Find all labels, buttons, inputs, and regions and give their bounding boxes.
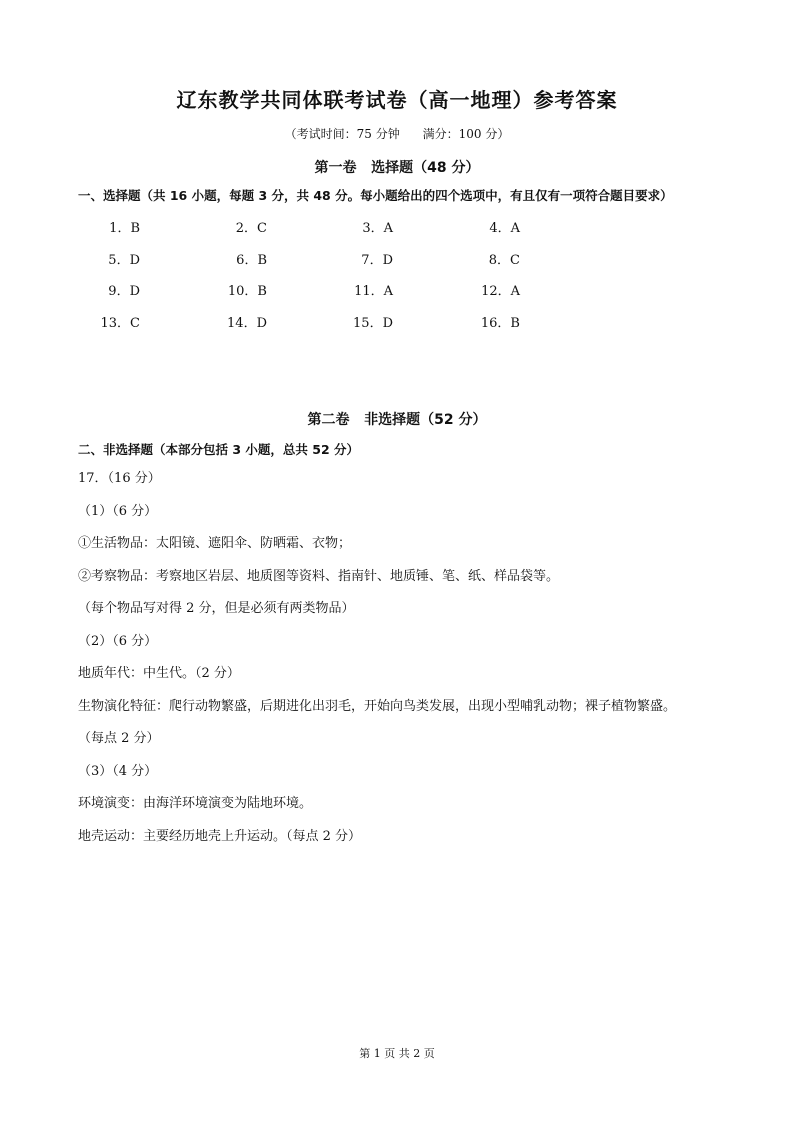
answer-row — [100, 249, 560, 281]
answer-line: 环境演变：由海洋环境演变为陆地环境。 — [78, 796, 313, 811]
answer-line: （3）（4 分） — [78, 763, 158, 779]
answer-row — [100, 312, 560, 344]
answer-line: （1）（6 分） — [78, 503, 158, 519]
page-number: 第 1 页 共 2 页 — [359, 1047, 435, 1060]
answer-item: 5．D — [108, 252, 140, 268]
answer-item: 4．A — [489, 221, 520, 236]
answer-line: 地质年代：中生代。（2 分） — [78, 666, 240, 681]
answer-item: 14．D — [227, 315, 267, 331]
answer-item: 1．B — [109, 221, 140, 236]
answer-line: ①生活物品：太阳镜、遮阳伞、防晒霜、衣物； — [78, 536, 352, 551]
answer-item: 3．A — [362, 221, 393, 236]
answer-item: 15．D — [353, 315, 393, 331]
exam-info: （考试时间：75 分钟 满分：100 分） — [284, 127, 510, 141]
answer-line: 地壳运动：主要经历地壳上升运动。（每点 2 分） — [78, 828, 362, 844]
answer-item: 9．D — [108, 284, 140, 299]
answer-item: 13．C — [100, 315, 140, 331]
answer-line: ②考察物品：考察地区岩层、地质图等资料、指南针、地质锤、笔、纸、样品袋等。 — [78, 568, 560, 584]
document-title: 辽东教学共同体联考试卷（高一地理）参考答案 — [176, 88, 618, 112]
part1-heading: 一、选择题（共 16 小题，每题 3 分，共 48 分。每小题给出的四个选项中，有且仅有一项符合题目要求） — [78, 188, 673, 203]
answer-line: （每个物品写对得 2 分，但是必须有两类物品） — [78, 601, 355, 616]
answer-line: （每点 2 分） — [78, 731, 160, 746]
answer-item: 10．B — [227, 284, 267, 299]
answer-item: 11．A — [354, 284, 393, 299]
choice-answers-grid — [100, 217, 560, 343]
answer-item: 6．B — [236, 252, 267, 268]
part2-heading: 二、非选择题（本部分包括 3 小题，总共 52 分） — [78, 442, 360, 457]
answer-line: 17．（16 分） — [78, 471, 161, 486]
answer-item: 2．C — [235, 221, 267, 236]
answer-item: 7．D — [361, 252, 393, 268]
answer-item: 12．A — [481, 284, 520, 299]
answer-line: 生物演化特征：爬行动物繁盛，后期进化出羽毛，开始向鸟类发展，出现小型哺乳动物；裸子植物繁盛。 — [78, 698, 677, 714]
part2-title: 第二卷 非选择题（52 分） — [307, 412, 487, 428]
part2-answers — [78, 469, 738, 859]
answer-line: （2）（6 分） — [78, 633, 158, 649]
answer-row — [100, 280, 560, 312]
answer-item: 8．C — [488, 252, 520, 268]
part1-title: 第一卷 选择题（48 分） — [314, 160, 480, 176]
answer-item: 16．B — [480, 315, 520, 331]
answer-row — [100, 217, 560, 249]
